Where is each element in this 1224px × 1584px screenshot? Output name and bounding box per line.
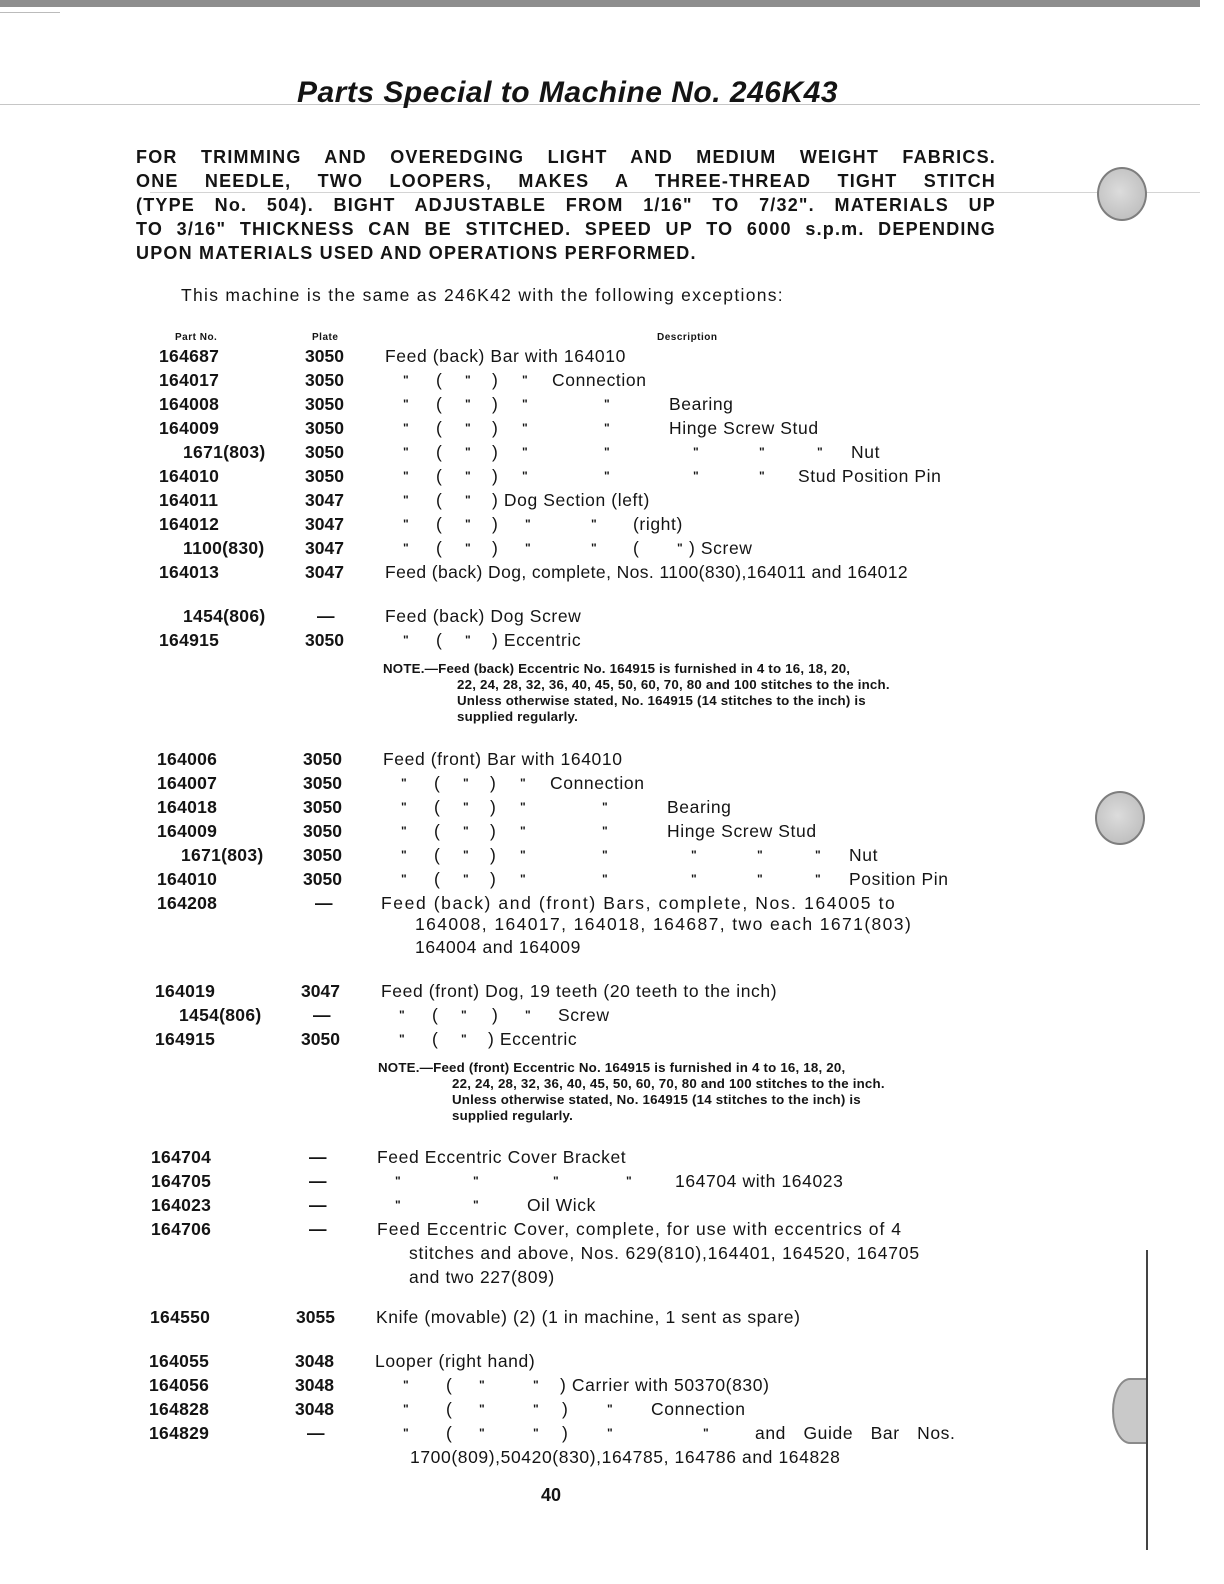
parts-row: 164915 3050 " ( " ) Eccentric [155, 1029, 578, 1049]
top-border [0, 0, 1200, 7]
parts-row-continued [157, 912, 1007, 936]
plate-number: 3050 [305, 370, 344, 390]
page-edge-line [1146, 1250, 1148, 1550]
plate-number: 3050 [303, 773, 342, 793]
ditto-mark: " [520, 824, 526, 838]
ditto-mark: " [403, 469, 409, 483]
parts-row-continued [151, 1265, 1001, 1289]
ditto-mark: " [759, 469, 765, 483]
parts-row [151, 1145, 1001, 1169]
ditto-mark: " [607, 1402, 613, 1416]
ditto-mark: " [401, 848, 407, 862]
description: Feed (back) and (front) Bars, complete, Nos. 164005 to [381, 893, 897, 913]
plate-number: 3048 [295, 1375, 334, 1395]
part-number: 164013 [159, 562, 220, 582]
parts-row: 164829 — " ( " " ) " " and Guide Bar Nos. [149, 1423, 956, 1443]
part-number: 164055 [149, 1351, 210, 1371]
parts-row: 164012 3047 " ( " ) " " (right) [159, 514, 683, 534]
description: Feed (front) Bar with 164010 [383, 749, 623, 769]
note-line: Unless otherwise stated, No. 164915 (14 stitches to the inch) is [452, 1092, 861, 1107]
ditto-mark: " [815, 848, 821, 862]
plate-number: 3055 [296, 1307, 335, 1327]
ditto-mark: " [401, 800, 407, 814]
ditto-mark: " [403, 1402, 409, 1416]
ditto-mark: " [607, 1426, 613, 1440]
ditto-mark: " [522, 421, 528, 435]
ditto-mark: " [465, 517, 471, 531]
intro-line: (TYPE No. 504). BIGHT ADJUSTABLE FROM 1/16" TO 7/32". MATERIALS UP [136, 195, 996, 215]
parts-row: 1454(806) — " ( " ) " Screw [179, 1005, 610, 1025]
description: Looper (right hand) [375, 1351, 536, 1371]
part-number: 164018 [157, 797, 218, 817]
description: ) Eccentric [492, 630, 582, 650]
ditto-mark: " [403, 445, 409, 459]
top-border-fine [0, 12, 60, 13]
plate-number: 3050 [303, 845, 342, 865]
description: Knife (movable) (2) (1 in machine, 1 sent as spare) [376, 1307, 801, 1327]
ditto-mark: " [703, 1426, 709, 1440]
plate-number: — [315, 893, 333, 913]
note-line: NOTE.—Feed (back) Eccentric No. 164915 is furnished in 4 to 16, 18, 20, [383, 661, 851, 676]
machine-description [136, 145, 996, 265]
ditto-mark: " [522, 373, 528, 387]
description: Nut [851, 442, 881, 462]
intro-line: UPON MATERIALS USED AND OPERATIONS PERFORMED. [136, 243, 697, 263]
ditto-mark: " [465, 373, 471, 387]
plate-number: 3047 [305, 514, 344, 534]
plate-number: — [307, 1423, 325, 1443]
parts-row-continued [149, 1445, 999, 1469]
parts-row [151, 1193, 1001, 1217]
description-continued: stitches and above, Nos. 629(810),164401, 164520, 164705 [409, 1243, 920, 1263]
intro-line: FOR TRIMMING AND OVEREDGING LIGHT AND MEDIUM WEIGHT FABRICS. [136, 147, 996, 167]
ditto-mark: " [403, 633, 409, 647]
part-number: 164006 [157, 749, 218, 769]
part-number: 164010 [157, 869, 218, 889]
part-number: 164829 [149, 1423, 210, 1443]
parts-row: 164056 3048 " ( " " ) Carrier with 50370(830) [149, 1375, 770, 1395]
parts-row: 164915 3050 " ( " ) Eccentric [159, 630, 582, 650]
description-continued: 164008, 164017, 164018, 164687, two each 1671(803) [415, 914, 913, 934]
description: Feed (front) Dog, 19 teeth (20 teeth to the inch) [381, 981, 778, 1001]
part-number: 164208 [157, 893, 218, 913]
parts-row [159, 560, 1009, 584]
part-number: 1671(803) [183, 442, 266, 462]
part-number: 1454(806) [183, 606, 266, 626]
parts-row-continued [157, 935, 1007, 959]
part-number: 1100(830) [183, 538, 265, 558]
plate-number: 3048 [295, 1399, 334, 1419]
ditto-mark: " [465, 421, 471, 435]
parts-row [157, 747, 1007, 771]
plate-number: 3050 [305, 466, 344, 486]
ditto-mark: " [693, 469, 699, 483]
ditto-mark: " [473, 1198, 479, 1212]
ditto-mark: " [591, 517, 597, 531]
plate-number: — [309, 1219, 327, 1239]
ditto-mark: " [520, 872, 526, 886]
ditto-mark: " [465, 397, 471, 411]
ditto-mark: " [602, 872, 608, 886]
ditto-mark: " [757, 848, 763, 862]
ditto-mark: " [759, 445, 765, 459]
description: Feed (back) Dog, complete, Nos. 1100(830),164011 and 164012 [385, 562, 908, 582]
ditto-mark: " [604, 469, 610, 483]
parts-row-continued [151, 1241, 1001, 1265]
note-front-eccentric [378, 1060, 998, 1124]
plate-number: 3048 [295, 1351, 334, 1371]
note-line: 22, 24, 28, 32, 36, 40, 45, 50, 60, 70, 80 and 100 stitches to the inch. [457, 677, 890, 692]
ditto-mark: " [465, 541, 471, 555]
plate-number: — [309, 1195, 327, 1215]
ditto-mark: " [401, 824, 407, 838]
description: 164704 with 164023 [675, 1171, 844, 1191]
description-continued: 1700(809),50420(830),164785, 164786 and 164828 [410, 1447, 841, 1467]
ditto-mark: " [403, 421, 409, 435]
part-number: 164828 [149, 1399, 210, 1419]
ditto-mark: " [479, 1378, 485, 1392]
part-number: 164012 [159, 514, 220, 534]
description: ) Dog Section (left) [492, 490, 650, 510]
part-number: 164705 [151, 1171, 212, 1191]
ditto-mark: " [403, 493, 409, 507]
description: Stud Position Pin [798, 466, 942, 486]
header-plate: Plate [312, 332, 339, 343]
ditto-mark: " [403, 517, 409, 531]
note-line: supplied regularly. [452, 1108, 574, 1123]
ditto-mark: " [403, 1426, 409, 1440]
ditto-mark: " [817, 445, 823, 459]
ditto-mark: " [626, 1174, 632, 1188]
ditto-mark: " [403, 373, 409, 387]
same-as-statement: This machine is the same as 246K42 with the following exceptions: [181, 285, 784, 305]
parts-row: 164018 3050 " ( " ) " " Bearing [157, 797, 732, 817]
ditto-mark: " [395, 1174, 401, 1188]
part-number: 164010 [159, 466, 220, 486]
description: Bearing [667, 797, 732, 817]
ditto-mark: " [525, 1008, 531, 1022]
binder-hole-bottom [1112, 1378, 1148, 1444]
ditto-mark: " [533, 1378, 539, 1392]
ditto-mark: " [604, 445, 610, 459]
description: Oil Wick [527, 1195, 596, 1215]
ditto-mark: " [463, 848, 469, 862]
description: ) Eccentric [488, 1029, 578, 1049]
ditto-mark: " [533, 1426, 539, 1440]
part-number: 164915 [155, 1029, 216, 1049]
ditto-mark: " [395, 1198, 401, 1212]
note-line: 22, 24, 28, 32, 36, 40, 45, 50, 60, 70, 80 and 100 stitches to the inch. [452, 1076, 885, 1091]
ditto-mark: " [479, 1426, 485, 1440]
description: Hinge Screw Stud [669, 418, 819, 438]
ditto-mark: " [522, 469, 528, 483]
description: Nut [849, 845, 879, 865]
description: and Guide Bar Nos. [755, 1423, 956, 1443]
part-number: 164017 [159, 370, 220, 390]
parts-row: 164007 3050 " ( " ) " Connection [157, 773, 645, 793]
description: Position Pin [849, 869, 949, 889]
ditto-mark: " [604, 397, 610, 411]
plate-number: 3050 [303, 749, 342, 769]
part-number: 164009 [157, 821, 218, 841]
parts-row: 164010 3050 " ( " ) " " " " " Position Pin [157, 869, 949, 889]
ditto-mark: " [525, 517, 531, 531]
binder-hole-top [1097, 167, 1147, 221]
ditto-mark: " [757, 872, 763, 886]
plate-number: 3047 [305, 538, 344, 558]
ditto-mark: " [465, 469, 471, 483]
plate-number: 3050 [303, 869, 342, 889]
note-line: NOTE.—Feed (front) Eccentric No. 164915 is furnished in 4 to 16, 18, 20, [378, 1060, 846, 1075]
plate-number: 3050 [305, 346, 344, 366]
parts-row [149, 1349, 999, 1373]
ditto-mark: " [815, 872, 821, 886]
description: Connection [550, 773, 645, 793]
part-number: 164023 [151, 1195, 212, 1215]
ditto-mark: " [520, 848, 526, 862]
ditto-mark: " [403, 541, 409, 555]
parts-row: 164009 3050 " ( " ) " " Hinge Screw Stud [157, 821, 817, 841]
ditto-mark: " [602, 800, 608, 814]
ditto-mark: " [465, 445, 471, 459]
ditto-mark: " [463, 824, 469, 838]
ditto-mark: " [465, 633, 471, 647]
ditto-mark: " [604, 421, 610, 435]
description-continued: 164004 and 164009 [415, 937, 581, 957]
plate-number: 3050 [305, 394, 344, 414]
part-number: 164706 [151, 1219, 212, 1239]
part-number: 164019 [155, 981, 216, 1001]
description: Screw [558, 1005, 610, 1025]
part-number: 164056 [149, 1375, 210, 1395]
part-number: 1454(806) [179, 1005, 262, 1025]
ditto-mark: " [533, 1402, 539, 1416]
ditto-mark: " [399, 1008, 405, 1022]
parts-row: 164017 3050 " ( " ) " Connection [159, 370, 647, 390]
part-number: 164687 [159, 346, 220, 366]
ditto-mark: " [463, 800, 469, 814]
note-back-eccentric [383, 661, 1003, 725]
parts-row [159, 604, 1009, 628]
parts-row: 1100(830) 3047 " ( " ) " " ( " ) Screw [183, 538, 753, 558]
parts-row: 164010 3050 " ( " ) " " " " Stud Position Pin [159, 466, 942, 486]
page-number: 40 [541, 1485, 562, 1505]
description: Hinge Screw Stud [667, 821, 817, 841]
parts-row [150, 1305, 1000, 1329]
part-number: 164008 [159, 394, 220, 414]
parts-row: 1671(803) 3050 " ( " ) " " " " " Nut [181, 845, 879, 865]
ditto-mark: " [479, 1402, 485, 1416]
header-description: Description [657, 332, 718, 343]
ditto-mark: " [461, 1008, 467, 1022]
ditto-mark: " [401, 776, 407, 790]
ditto-mark: " [691, 848, 697, 862]
description: Feed Eccentric Cover Bracket [377, 1147, 627, 1167]
note-line: Unless otherwise stated, No. 164915 (14 stitches to the inch) is [457, 693, 866, 708]
part-number: 164704 [151, 1147, 212, 1167]
description: Connection [552, 370, 647, 390]
ditto-mark: " [525, 541, 531, 555]
plate-number: — [309, 1147, 327, 1167]
page-title: Parts Special to Machine No. 246K43 [296, 76, 839, 109]
plate-number: 3047 [305, 562, 344, 582]
description: ) Screw [689, 538, 753, 558]
description: ) Carrier with 50370(830) [560, 1375, 770, 1395]
ditto-mark: " [401, 872, 407, 886]
parts-row: 1671(803) 3050 " ( " ) " " " " " Nut [183, 442, 881, 462]
plate-number: 3050 [305, 418, 344, 438]
plate-number: 3050 [303, 821, 342, 841]
description: Feed Eccentric Cover, complete, for use with eccentrics of 4 [377, 1219, 902, 1239]
description: Bearing [669, 394, 734, 414]
ditto-mark: " [591, 541, 597, 555]
part-number: 164011 [159, 490, 219, 510]
parts-row: 164828 3048 " ( " " ) " Connection [149, 1399, 746, 1419]
plate-number: 3050 [303, 797, 342, 817]
plate-number: 3047 [301, 981, 340, 1001]
ditto-mark: " [602, 824, 608, 838]
parts-row: 164008 3050 " ( " ) " " Bearing [159, 394, 734, 414]
description: Connection [651, 1399, 746, 1419]
description: (right) [633, 514, 683, 534]
ditto-mark: " [602, 848, 608, 862]
plate-number: — [317, 606, 335, 626]
ditto-mark: " [520, 776, 526, 790]
parts-row [155, 979, 1005, 1003]
ditto-mark: " [463, 872, 469, 886]
ditto-mark: " [463, 776, 469, 790]
description: Feed (back) Dog Screw [385, 606, 582, 626]
ditto-mark: " [403, 397, 409, 411]
parts-row: 164011 3047 " ( " ) Dog Section (left) [159, 490, 650, 510]
ditto-mark: " [677, 541, 683, 555]
ditto-mark: " [465, 493, 471, 507]
ditto-mark: " [691, 872, 697, 886]
ditto-mark: " [461, 1032, 467, 1046]
binder-hole-middle [1095, 791, 1145, 845]
ditto-mark: " [553, 1174, 559, 1188]
plate-number: 3050 [305, 630, 344, 650]
parts-row [151, 1217, 1001, 1241]
parts-row: 164009 3050 " ( " ) " " Hinge Screw Stud [159, 418, 819, 438]
description: Feed (back) Bar with 164010 [385, 346, 626, 366]
plate-number: — [313, 1005, 331, 1025]
plate-number: 3050 [305, 442, 344, 462]
ditto-mark: " [403, 1378, 409, 1392]
part-number: 1671(803) [181, 845, 264, 865]
part-number: 164009 [159, 418, 220, 438]
ditto-mark: " [522, 397, 528, 411]
parts-row [159, 344, 1009, 368]
description-continued: and two 227(809) [409, 1267, 555, 1287]
ditto-mark: " [520, 800, 526, 814]
intro-line: ONE NEEDLE, TWO LOOPERS, MAKES A THREE-THREAD TIGHT STITCH [136, 171, 996, 191]
plate-number: 3047 [305, 490, 344, 510]
ditto-mark: " [522, 445, 528, 459]
part-number: 164915 [159, 630, 220, 650]
parts-row [151, 1169, 1001, 1193]
intro-line: TO 3/16" THICKNESS CAN BE STITCHED. SPEED UP TO 6000 s.p.m. DEPENDING [136, 219, 996, 239]
plate-number: — [309, 1171, 327, 1191]
header-part-no: Part No. [175, 332, 218, 343]
part-number: 164550 [150, 1307, 211, 1327]
part-number: 164007 [157, 773, 218, 793]
ditto-mark: " [693, 445, 699, 459]
ditto-mark: " [473, 1174, 479, 1188]
note-line: supplied regularly. [457, 709, 579, 724]
plate-number: 3050 [301, 1029, 340, 1049]
ditto-mark: " [399, 1032, 405, 1046]
